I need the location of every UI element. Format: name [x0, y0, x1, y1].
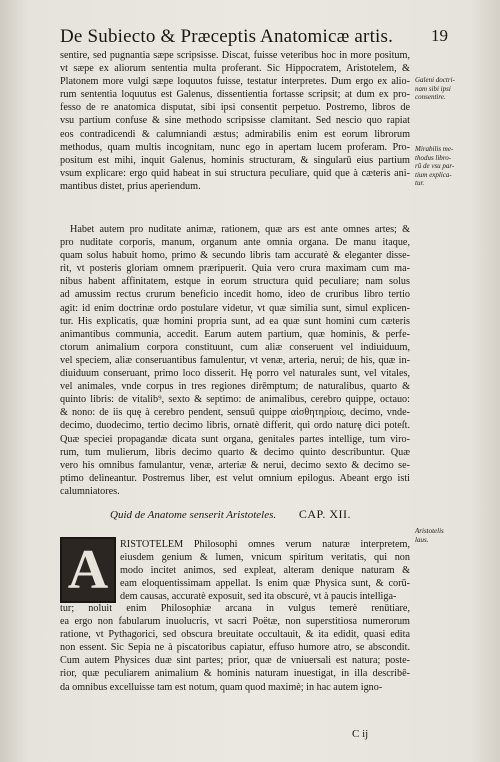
text-line: vsu partium confuse & sine methodo scripsisse clamitant. Sed nescio quo rapiat	[60, 115, 410, 127]
margin-note-line: Mirabilis me-	[415, 145, 454, 153]
text-line: agit: id enim doctrinæ ordo postulare videtur, vt quæ similia sunt, simul explicen-	[60, 302, 410, 314]
paragraph-structure-of-books	[60, 223, 410, 498]
text-line: eam eloquentissimam appellat. Is enim quæ Physica sunt, & corū-	[120, 578, 410, 590]
text-line: rit, vt posteris gloriam omnem præripuerit. Quia vero crura maximam cum ma-	[60, 263, 410, 275]
text-line: eos contradicendi & calumniandi æstus; admirabilis enim est eorum librorum	[60, 128, 410, 140]
margin-note-line: thodus libro-	[415, 153, 452, 162]
text-line: diuiduum conseruant, primo loco disserit. Hę porro vel naturales sunt, vel vitales,	[60, 368, 410, 380]
text-line: vel animales, vnde corpus in tres regiones dirēmptum; de naturalibus, quarto &	[60, 381, 410, 393]
text-line: tur; noluit enim Philosophiæ arcana in vulgus temerè renūtiare,	[60, 603, 410, 614]
margin-note-line: Aristotelis	[415, 527, 444, 535]
text-line: decimo, duodecimo, tertio decimo libris, ornatè differit, qui ordo naturę dici poteſt.	[60, 420, 410, 432]
running-title: De Subiecto & Præceptis Anatomicæ artis.	[60, 26, 394, 47]
text-line: animantibus communia, accedit. Earum autem partium, quæ hominis, & perfe-	[60, 328, 410, 340]
page-number: 19	[431, 26, 448, 45]
text-line: RISTOTELEM Philosophi omnes verum naturæ interpretem,	[120, 539, 410, 550]
initial-letter: A	[67, 539, 109, 601]
text-line: dem causas, accuratè exposuit, sed ita obscurè, vt à paucis intelliga-	[120, 591, 397, 603]
chapter-number: CAP. XII.	[298, 507, 352, 521]
text-line: rum sententia loquutus est Galenus, dissentientia fortasse scripsit; at dum ex pro-	[60, 89, 410, 101]
text-line: Quæ speciei propagandæ dicata sunt organa, genitales partes intellige, tum viro-	[60, 433, 410, 445]
margin-note-line: consentire.	[415, 93, 446, 101]
text-line: modo incitet animos, sed expleat, alteram denique naturam &	[120, 565, 410, 577]
text-line: ctorum animalium corpora constituunt, cum aliæ conseruent vel indiuiduum,	[60, 341, 410, 353]
text-line: da omnibus excelluisse tam est notum, quam quod maximè; in hac autem igno-	[60, 681, 383, 693]
text-line: sentire, sed pugnantia sæpe scripsisse. Discat, fuisse veteribus hoc in more positum,	[60, 50, 410, 61]
margin-note-line: Galeni doctri-	[415, 76, 455, 84]
chapter-title: Quid de Anatome senserit Aristoteles.	[110, 509, 277, 521]
text-line: eiusdem genium & lumen, vnicum spiritum veritatis, qui non	[120, 552, 410, 564]
text-line: rior, quæ peculiarem animalium & hominis naturam inuestigat, in illa describē-	[60, 668, 410, 680]
margin-note-line: rū de vsu par-	[415, 162, 455, 170]
text-line: positum est mihi, inquit Galenus, hominis structuram, & singularū eius partium	[60, 154, 410, 166]
text-line: ea ergo non fabularum inuolucris, vt sacri Poëtæ, non superstitiosa numerorum	[60, 616, 410, 628]
text-line: vel speciem, aliæ conseruantibus famulentur, vt venæ, arteria, nerui; de his, quæ in-	[60, 354, 410, 366]
text-line: vsum explicare: ergo quid habeat in sui structura peculiare, quid que à cæteris ani-	[60, 167, 410, 179]
paragraph-galen-defense	[60, 49, 410, 193]
text-line: quinto libris: de vitalib⁹, sexto & septimo: de animalibus, cerebro quippe, octauo:	[60, 394, 410, 406]
text-line: ratione, vt Pythagorici, sed obscura breuitate occultauit, & ita edidit, quasi edita	[60, 629, 410, 641]
margin-note-aristotle	[415, 527, 495, 544]
text-line: quam solus habuit homo, primo & secundo libris tam accuratè & eleganter disse-	[60, 250, 410, 262]
paragraph-aristotle-continued	[60, 602, 410, 694]
margin-note-galen	[415, 76, 495, 102]
text-line: vt sæpe ex aliorum sententia multa proferant. Sic Hippocratem, Aristotelem, &	[60, 63, 410, 75]
chapter-heading	[110, 507, 410, 522]
text-line: vero his omnibus famulantur, venæ, arteriæ & nerui, decimo sexto & decimo se-	[60, 459, 410, 471]
paragraph-aristotle-opening	[60, 538, 410, 603]
text-line: rum, tum mulierum, libris decimo quarto & decimo quinto describuntur. Quæ	[60, 446, 410, 458]
text-line: ad amussim rectus crurum beneficio incedit homo, ideo de cruribus libro tertio	[60, 289, 410, 301]
margin-note-line: tium explica-	[415, 170, 452, 179]
text-line: calumniatores.	[60, 485, 120, 497]
running-header	[60, 26, 448, 48]
text-line: fesso de re anatomica disputat, sibi ipsi consentit perpetuo. Postremo, libros de	[60, 102, 410, 114]
margin-note-line: nam sibi ipsi	[415, 84, 451, 93]
text-line: Platonem more vulgi sæpe loquutos fuisse, testatur interpretes. Dum ergo ex alio-	[60, 76, 410, 88]
text-line: Cum autem Physices duæ sint partes; prior, quæ de vniuersali est natura; poste-	[60, 655, 410, 667]
text-line: pro nuditate corporis, manum, organum ante omnia organa. De manu itaque,	[60, 237, 410, 249]
text-line: mantibus distet, prius aperiendum.	[60, 180, 201, 192]
text-line: ptimo delineantur. Postremus liber, est velut omnium epilogus. Abeant ergo isti	[60, 472, 410, 484]
text-line: methodus, quam multis incognitam, nunc ego in apertam lucem proferam. Pro-	[60, 141, 410, 153]
margin-note-method	[415, 145, 495, 188]
text-line: non essent. Sic Sepia ne à piscatoribus capiatur, effuso humore atro, se abscondit.	[60, 642, 410, 654]
text-line: & nono: de iis quę à cerebro pendent, sensuū quippe αἰσθητηρίοις, decimo, vnde-	[60, 407, 410, 419]
text-line: tur. His explicatis, quæ homini propria sunt, ad ea quæ sunt homini cum cæteris	[60, 315, 410, 327]
text-line: nibus habent affinitatem, estque in eorum structura quid peculiare; nam solus	[60, 276, 410, 288]
margin-note-line: laus.	[415, 535, 429, 544]
signature-mark: C ij	[352, 728, 369, 740]
margin-note-line: tur.	[415, 179, 425, 187]
text-line: Habet autem pro nuditate animæ, rationem, quæ ars est ante omnes artes; &	[70, 224, 410, 235]
